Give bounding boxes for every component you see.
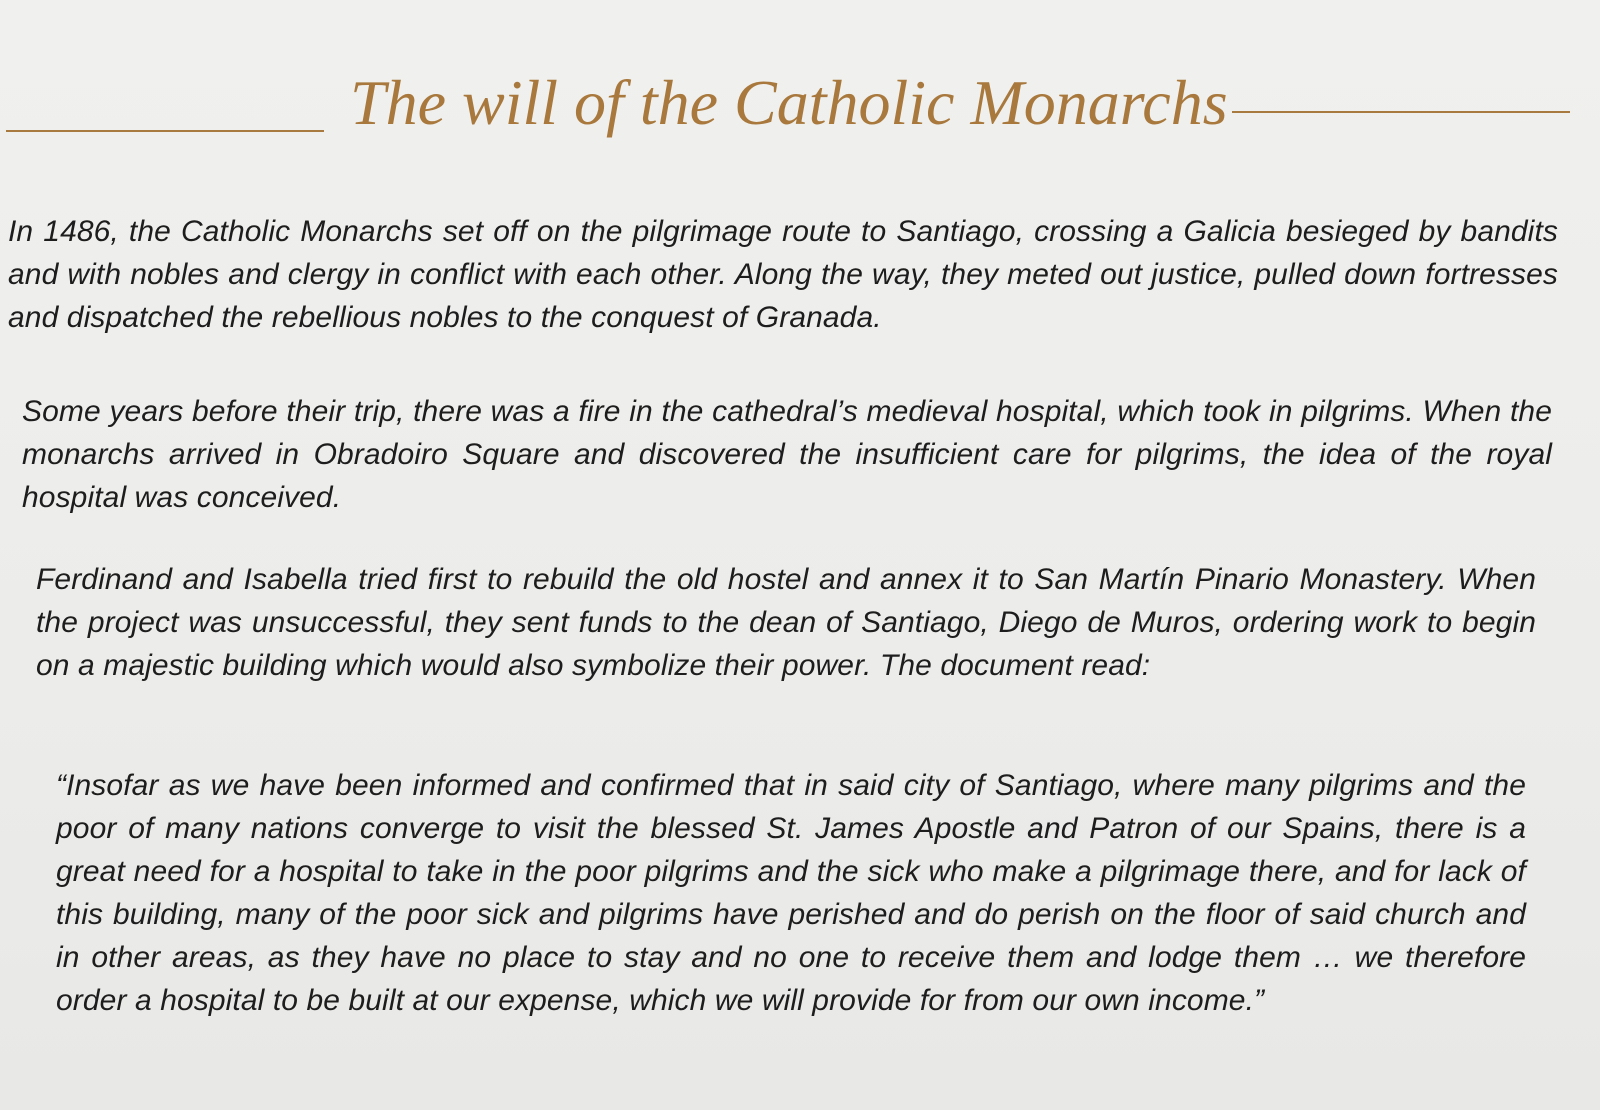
title-rule-right (1232, 111, 1570, 113)
title-rule-left (6, 130, 324, 132)
panel-title: The will of the Catholic Monarchs (350, 67, 1228, 138)
title-row (0, 58, 1600, 148)
paragraph-hospital-fire: Some years before their trip, there was a fire in the cathedral’s medieval hospital, which took in pilgrims. When the monarchs arrived in Obradoiro Square and discovered the insufficient care for pilgrims, the idea of the royal hospital was conceived. (22, 395, 1552, 514)
paragraph-document-quote: “Insofar as we have been informed and confirmed that in said city of Santiago, where many pilgrims and the poor of many nations converge to visit the blessed St. James Apostle and Patron of our Spains, there is a great need for a hospital to take in the poor pilgrims and the sick who make a pilgrimage there, and for lack of this building, many of the poor sick and pilgrims have perished and do perish on the floor of said church and in other areas, as they have no place to stay and no one to receive them and lodge them … we therefore order a hospital to be built at our expense, which we will provide for from our own income.” (56, 769, 1526, 1017)
paragraph-pilgrimage: In 1486, the Catholic Monarchs set off on the pilgrimage route to Santiago, crossing a Galicia besieged by bandits and with nobles and clergy in conflict with each other. Along the way, they meted out justice, pulled down fortresses and dispatched the rebellious nobles to the conquest of Granada. (8, 215, 1558, 334)
paragraph-funds: Ferdinand and Isabella tried first to rebuild the old hostel and annex it to San Martín Pinario Monastery. When the project was unsuccessful, they sent funds to the dean of Santiago, Diego de Muros, ordering work to begin on a majestic building which would also symbolize their power. The document read: (36, 563, 1536, 682)
